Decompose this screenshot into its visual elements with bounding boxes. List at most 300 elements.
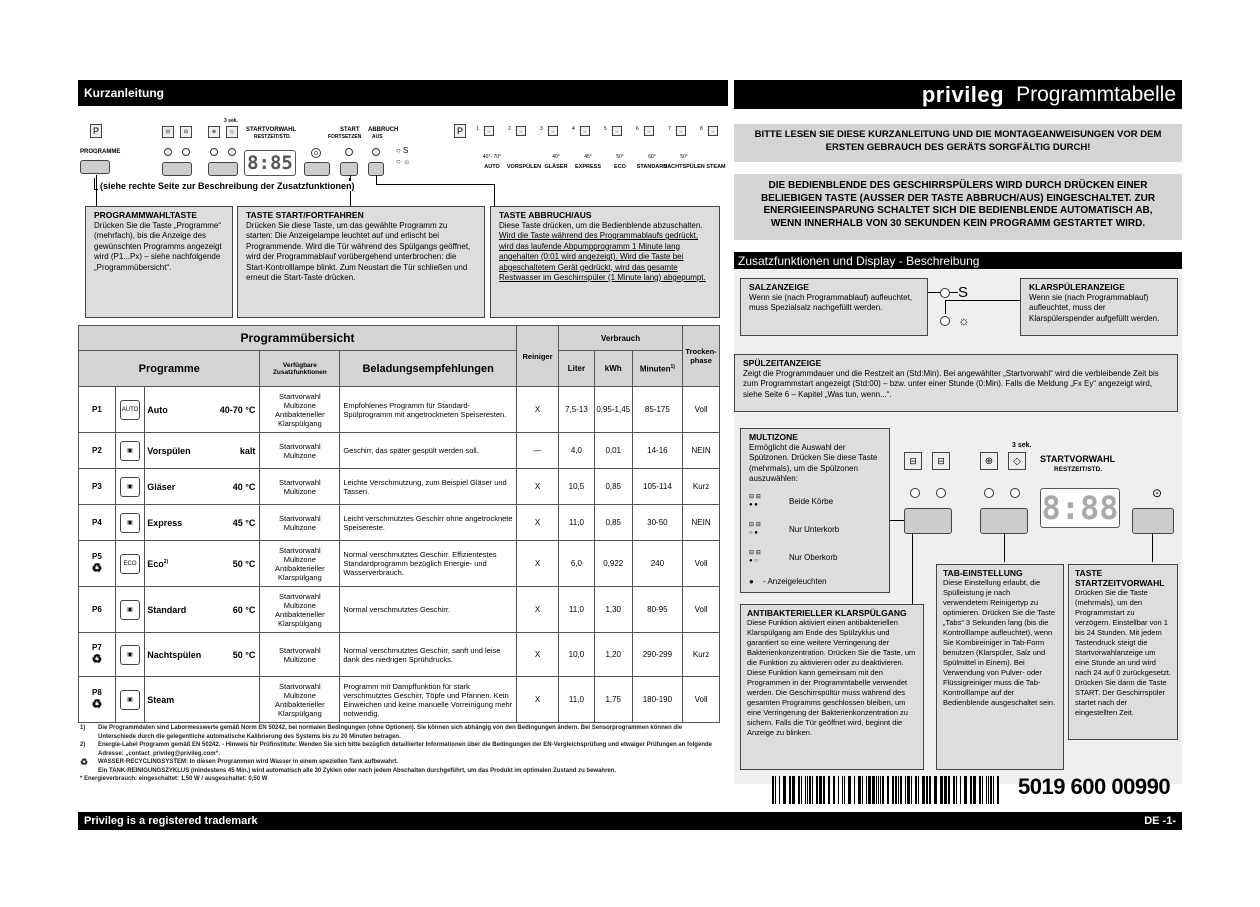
- program-number: P5 ♻: [79, 541, 116, 587]
- box-abbruch: [490, 206, 720, 318]
- header-right-title: Programmtabelle: [1016, 82, 1176, 106]
- antibac-icon: ◇: [226, 126, 238, 138]
- box-tab: [936, 564, 1064, 770]
- taste-text: Drücken Sie die Taste (mehrmals), um den Programmstart zu verzögern. Einstellbar von 1 bis 24 Stunden. Mit jedem Tastendruck steigt die Startvorwahlanzeige um eine Stunde an und wird nach 24 auf 0 zurückgesetzt. Drücken Sie dann die Taste START. Der Geschirrspüler startet nach der eingestellten Zeit.: [1075, 588, 1171, 717]
- strip-program-icon: ▫: [612, 126, 622, 136]
- header-bar-left: [78, 80, 728, 106]
- barcode-number: 5019 600 00990: [1018, 774, 1171, 799]
- program-liter: 6,0: [559, 541, 595, 587]
- led-antibac: [228, 148, 236, 156]
- program-trocken: NEIN: [683, 505, 720, 541]
- box-abbruch-title: TASTE ABBRUCH/AUS: [499, 210, 592, 220]
- rp-line-anti: [912, 534, 913, 604]
- p-indicator-strip: P: [454, 124, 466, 138]
- strip-number: 8: [700, 126, 703, 132]
- program-icon: ▣: [115, 633, 144, 677]
- notice-2-text: DIE BEDIENBLENDE DES GESCHIRRSPÜLERS WIRD DURCH DRÜCKEN EINER BELIEBIGEN TASTE (AUSSER DER TASTE ABBRUCH/AUS) EINGESCHALTET. ZUR ENERGIEEINSPARUNG SCHALTET SICH DIE BEDIENBLENDE AUTOMATISCH AB, WENN INNERHALB VON 30 SEKUNDEN KEIN PROGRAMM GESTARTET WIRD.: [760, 180, 1156, 229]
- strip-program-icon: ▫: [708, 126, 718, 136]
- program-zusatz: Startvorwahl Multizone Antibakterieller Klarspülgang: [260, 677, 340, 723]
- box-prog-title: PROGRAMMWAHLTASTE: [94, 210, 198, 220]
- salz-led: [940, 288, 950, 298]
- header-left-title: Kurzanleitung: [84, 86, 164, 100]
- program-beladung: Empfohlenes Programm für Standard-Spülprogramm mit angetrockneten Speiseresten.: [340, 387, 517, 433]
- barcode-bar: [892, 776, 894, 804]
- fn2: Energie-Label Programm gemäß EN 50242. - Hinweis für Prüfinstitute: Wenden Sie sich bitte bezüglich detaillierter Informationen über die Bedingungen der EN-Vergleichsprüfung und etwaiger Prüfungen an folgende Adresse: „contact_privileg@privileg.com“.: [98, 742, 712, 757]
- program-minuten: 105-114: [632, 469, 682, 505]
- notice-1-text: BITTE LESEN SIE DIESE KURZANLEITUNG UND DIE MONTAGEANWEISUNGEN VOR DEM ERSTEN GEBRAUCH DES GERÄTS SORGFÄLTIG DURCH!: [754, 129, 1162, 153]
- barcode-bar: [970, 776, 972, 804]
- barcode-bar: [807, 776, 808, 804]
- program-minuten: 240: [632, 541, 682, 587]
- program-icon: ECO: [115, 541, 144, 587]
- box-multizone: [740, 428, 890, 593]
- th-minuten: Minuten$^{1)}$: [632, 351, 682, 387]
- rp-startvorwahl: STARTVORWAHL: [1040, 454, 1116, 464]
- tab-button[interactable]: [208, 162, 238, 176]
- rp-led-3: [984, 488, 994, 498]
- spuel-text: Zeigt die Programmdauer und die Restzeit an (Std:Min). Bei angewählter „Startvorwahl“ wird die verbleibende Zeit bis zum Programmstart angezeigt (Std:00) – bzw. unter einer Stunde (0:Min). Falls die Meldung „Fx Ey“ angezeigt wird, siehe Seite 6 – Kapitel „Was tun, wenn...“.: [743, 368, 1159, 399]
- barcode-bar: [915, 776, 917, 804]
- program-reiniger: X: [516, 387, 558, 433]
- barcode-bar: [911, 776, 912, 804]
- barcode-bar: [900, 776, 902, 804]
- strip-number: 5: [604, 126, 607, 132]
- salz-text: Wenn sie (nach Programmablauf) aufleuchtet, muss Spezialsalz nachgefüllt werden.: [749, 292, 913, 312]
- barcode-bar: [872, 776, 875, 804]
- program-minuten: 290-299: [632, 633, 682, 677]
- program-kwh: 0,85: [594, 505, 632, 541]
- program-temp: 45 °C: [204, 505, 260, 541]
- program-reiniger: X: [516, 541, 558, 587]
- rp-antibac-icon: ◇: [1008, 452, 1026, 470]
- th-reiniger: Reiniger: [516, 326, 558, 387]
- th-kwh: kWh: [594, 351, 632, 387]
- rp-multizone-lower-icon: ⊟: [932, 452, 950, 470]
- program-minuten: 80-95: [632, 587, 682, 633]
- program-zusatz: Startvorwahl Multizone Antibakterieller Klarspülgang: [260, 541, 340, 587]
- mz-upper-icon: ⊟ ⊟ ● ○: [749, 549, 761, 564]
- program-zusatz: Startvorwahl Multizone: [260, 469, 340, 505]
- strip-label: NACHTSPÜLEN: [663, 164, 705, 170]
- section-title: Zusatzfunktionen und Display - Beschreibung: [738, 253, 980, 268]
- notice-2: [734, 174, 1182, 240]
- rp-multizone-button[interactable]: [904, 508, 952, 534]
- barcode-bar: [882, 776, 884, 804]
- box-abbruch-text1: Diese Taste drücken, um die Bedienblende abzuschalten.: [499, 220, 703, 230]
- recycle-icon: ♻: [91, 652, 103, 666]
- strip-number: 3: [540, 126, 543, 132]
- program-strip: [476, 124, 732, 174]
- fn2-num: 2): [80, 742, 86, 748]
- program-temp: [204, 677, 260, 723]
- taste-title: TASTE STARTZEITVORWAHL: [1075, 568, 1165, 588]
- program-zusatz: Startvorwahl Multizone: [260, 433, 340, 469]
- table-title: Programmübersicht: [79, 326, 517, 351]
- salz-title: SALZANZEIGE: [749, 282, 809, 292]
- mz-upper-label: Nur Oberkorb: [789, 552, 838, 562]
- program-zusatz: Startvorwahl Multizone Antibakterieller Klarspülgang: [260, 387, 340, 433]
- mz-both-icon: ⊟ ⊟ ● ●: [749, 493, 761, 508]
- barcode-bar: [805, 776, 806, 804]
- multizone-lower-icon: ⊟: [180, 126, 192, 138]
- strip-temp: 40°: [552, 154, 560, 160]
- barcode-bar: [895, 776, 897, 804]
- rp-led-4: [1010, 488, 1020, 498]
- table-row: [79, 469, 720, 505]
- fortsetzen-label: FORTSETZEN: [328, 134, 362, 140]
- barcode-bar: [783, 776, 786, 804]
- barcode-bar: [833, 776, 835, 804]
- multizone-button[interactable]: [162, 162, 192, 176]
- table-row: [79, 433, 720, 469]
- fn4: Ein TANK-REINIGUNGSZYKLUS (mindestens 45 Min.) wird automatisch alle 30 Zyklen oder nach jedem Abschalten durchgeführt, um das Produkt im optimalen Zustand zu bewahren.: [98, 767, 617, 774]
- barcode-bar: [918, 776, 919, 804]
- table-row: [79, 541, 720, 587]
- barcode-bar: [964, 776, 967, 804]
- program-trocken: Voll: [683, 587, 720, 633]
- mz-lower-icon: ⊟ ⊟ ○ ●: [749, 521, 761, 536]
- program-reiniger: X: [516, 587, 558, 633]
- rp-line-multizone: [890, 520, 904, 521]
- barcode-bar: [858, 776, 861, 804]
- barcode-bar: [973, 776, 976, 804]
- program-liter: 10,0: [559, 633, 595, 677]
- mz-led-legend: - Anzeigeleuchten: [763, 576, 827, 586]
- program-kwh: 0,01: [594, 433, 632, 469]
- barcode-bar: [953, 776, 955, 804]
- arrow-abbruch-h: [376, 184, 494, 185]
- recycle-icon: ♻: [91, 561, 103, 575]
- barcode-bar: [848, 776, 851, 804]
- spuel-title: SPÜLZEITANZEIGE: [743, 358, 822, 368]
- programme-button[interactable]: [80, 160, 110, 174]
- salz-s-icon: S: [958, 284, 969, 301]
- program-name: Eco$^{2)}$: [145, 541, 204, 587]
- barcode-bar: [823, 776, 825, 804]
- program-name: Vorspülen: [145, 433, 204, 469]
- program-kwh: 0,922: [594, 541, 632, 587]
- sec3-label: 3 sek.: [224, 118, 238, 124]
- strip-label: AUTO: [484, 164, 500, 170]
- anti-title: ANTIBAKTERIELLER KLARSPÜLGANG: [747, 608, 907, 618]
- strip-temp: 60°: [648, 154, 656, 160]
- strip-number: 4: [572, 126, 575, 132]
- led-tab: [210, 148, 218, 156]
- barcode-bar: [956, 776, 957, 804]
- barcode-bar: [944, 776, 947, 804]
- startvorwahl-button[interactable]: [304, 162, 330, 176]
- th-beladung: Beladungsempfehlungen: [340, 351, 517, 387]
- multi-text: Ermöglicht die Auswahl der Spülzonen. Drücken Sie diese Taste (mehrmals), um die Spülzonen auszuwählen:: [749, 442, 878, 483]
- program-kwh: 1,20: [594, 633, 632, 677]
- led-abbruch: [372, 148, 380, 156]
- mz-both-label: Beide Körbe: [789, 496, 834, 506]
- program-icon: AUTO: [115, 387, 144, 433]
- program-reiniger: X: [516, 505, 558, 541]
- barcode-bar: [801, 776, 802, 804]
- fn5: * Energieverbrauch: eingeschaltet: 1,50 W / ausgeschaltet: 0,50 W: [80, 776, 268, 782]
- program-liter: 4,0: [559, 433, 595, 469]
- program-name: Steam: [145, 677, 204, 723]
- barcode: [772, 776, 1002, 804]
- strip-temp: 50°: [680, 154, 688, 160]
- p-indicator: P: [90, 124, 102, 138]
- recycle-icon: ♻: [91, 697, 103, 711]
- klar-line: [945, 300, 946, 314]
- rp-tab-icon: ⊕: [980, 452, 998, 470]
- barcode-bar: [997, 776, 999, 804]
- program-beladung: Leicht verschmutztes Geschirr ohne angetrocknete Speisereste.: [340, 505, 517, 541]
- strip-label: EXPRESS: [575, 164, 601, 170]
- rp-delay-button[interactable]: [1132, 508, 1174, 534]
- barcode-bar: [828, 776, 830, 804]
- program-reiniger: X: [516, 633, 558, 677]
- program-temp: 50 °C: [204, 633, 260, 677]
- fn1: Die Programmdaten sind Labormesswerte gemäß Norm EN 50242, bei normalen Bedingungen (ohne Optionen). Sie können sich abhängig von den Bedingungen ändern. Bei Sensorprogrammen können die Unterschiede durch die gelegentliche automatische Kalibrierung des Systems bis zu 20 Minuten betragen.: [98, 725, 683, 740]
- program-icon: ▣: [115, 677, 144, 723]
- barcode-bar: [907, 776, 910, 804]
- table-row: [79, 587, 720, 633]
- rp-led-2: [936, 488, 946, 498]
- strip-temp: 50°: [616, 154, 624, 160]
- notice-1: [734, 124, 1182, 162]
- klar-led: [940, 316, 950, 326]
- start-button[interactable]: [340, 162, 358, 176]
- program-temp: 40-70 °C: [204, 387, 260, 433]
- barcode-bar: [772, 776, 774, 804]
- barcode-bar: [842, 776, 843, 804]
- fn3: WASSER-RECYCLINGSYSTEM: In diesen Programmen wird Wasser in einem speziellen Tank aufbewahrt.: [98, 759, 399, 765]
- program-beladung: Normal verschmutztes Geschirr. Effizientestes Standardprogramm bezüglich Energie- und Wasserverbrauch.: [340, 541, 517, 587]
- barcode-bar: [878, 776, 879, 804]
- barcode-bar: [898, 776, 899, 804]
- strip-program-icon: ▫: [484, 126, 494, 136]
- program-number: P7 ♻: [79, 633, 116, 677]
- program-beladung: Normal verschmutztes Geschirr.: [340, 587, 517, 633]
- aus-label: AUS: [372, 134, 383, 140]
- table-row: [79, 677, 720, 723]
- table-row: [79, 633, 720, 677]
- rp-line-tab: [1004, 534, 1005, 562]
- program-liter: 11,0: [559, 505, 595, 541]
- program-table: [78, 325, 720, 723]
- program-beladung: Programm mit Dampffunktion für stark verschmutztes Geschirr, Töpfe und Pfannen. Kein Einweichen und keine manuelle Vorreinigung mehr notwendig.: [340, 677, 517, 723]
- barcode-bar: [779, 776, 780, 804]
- barcode-bar: [866, 776, 867, 804]
- klar-sun-icon: ☼: [958, 313, 970, 328]
- rp-restzeit: RESTZEIT/STD.: [1054, 466, 1103, 473]
- klar-line-h: [945, 300, 1020, 301]
- th-liter: Liter: [559, 351, 595, 387]
- program-minuten: 85-175: [632, 387, 682, 433]
- barcode-bar: [809, 776, 811, 804]
- program-zusatz: Startvorwahl Multizone: [260, 633, 340, 677]
- box-programmwahltaste: [85, 206, 233, 318]
- recycle-icon: ♻: [80, 757, 89, 767]
- abbruch-button[interactable]: [368, 162, 384, 176]
- box-abbruch-text2: Wird die Taste während des Programmablaufs gedrückt, wird das laufende Abpumpprogramm 1 Minute lang angehalten (0:01 wird angezeigt). Wird die Taste bei abgeschaltetem Gerät gedrückt, wird das gesamte Restwasser im Geschirrspüler (1 Minute lang) abgepumpt.: [499, 231, 706, 282]
- strip-number: 7: [668, 126, 671, 132]
- program-minuten: 30-50: [632, 505, 682, 541]
- strip-program-icon: ▫: [548, 126, 558, 136]
- klar-title: KLARSPÜLERANZEIGE: [1029, 282, 1125, 292]
- program-trocken: Kurz: [683, 469, 720, 505]
- barcode-bar: [993, 776, 994, 804]
- program-temp: 50 °C: [204, 541, 260, 587]
- fn1-num: 1): [80, 725, 86, 731]
- strip-label: VORSPÜLEN: [506, 164, 542, 170]
- barcode-bar: [929, 776, 931, 804]
- program-temp: kalt: [204, 433, 260, 469]
- program-icon: ▣: [115, 433, 144, 469]
- box-spuel: [734, 354, 1178, 412]
- restzeit-label: RESTZEIT/STD.: [254, 134, 291, 140]
- program-zusatz: Startvorwahl Multizone Antibakterieller Klarspülgang: [260, 587, 340, 633]
- program-liter: 11,0: [559, 677, 595, 723]
- led-multizone-lower: [182, 148, 190, 156]
- barcode-bar: [854, 776, 855, 804]
- program-temp: 40 °C: [204, 469, 260, 505]
- tab-title: TAB-EINSTELLUNG: [943, 568, 1023, 578]
- barcode-bar: [789, 776, 791, 804]
- barcode-bar: [812, 776, 813, 804]
- barcode-bar: [862, 776, 863, 804]
- program-name: Nachtspülen: [145, 633, 204, 677]
- strip-number: 6: [636, 126, 639, 132]
- program-number: P1: [79, 387, 116, 433]
- rp-led-1: [910, 488, 920, 498]
- barcode-bar: [934, 776, 937, 804]
- barcode-bar: [880, 776, 881, 804]
- footer-trademark: Privileg is a registered trademark: [84, 815, 258, 827]
- programme-label: PROGRAMME: [80, 149, 121, 155]
- program-trocken: NEIN: [683, 433, 720, 469]
- arrow-start: [350, 175, 351, 207]
- barcode-bar: [887, 776, 889, 804]
- mz-lower-label: Nur Unterkorb: [789, 524, 840, 534]
- abbruch-label: ABBRUCH: [368, 127, 399, 133]
- led-multizone-upper: [164, 148, 172, 156]
- salt-indicator-icon: ○ S: [396, 146, 409, 155]
- rinse-indicator-icon: ○ ☼: [396, 157, 411, 166]
- led-start: [345, 148, 353, 156]
- program-icon: ▣: [115, 469, 144, 505]
- program-icon: ▣: [115, 587, 144, 633]
- program-trocken: Voll: [683, 541, 720, 587]
- barcode-bar: [988, 776, 989, 804]
- multi-title: MULTIZONE: [749, 432, 798, 442]
- program-number: P4: [79, 505, 116, 541]
- strip-label: STEAM: [706, 164, 726, 170]
- barcode-bar: [926, 776, 928, 804]
- program-reiniger: X: [516, 469, 558, 505]
- program-name: Gläser: [145, 469, 204, 505]
- program-number: P2: [79, 433, 116, 469]
- program-name: Express: [145, 505, 204, 541]
- program-beladung: Geschirr, das später gespült werden soll.: [340, 433, 517, 469]
- anti-text: Diese Funktion aktiviert einen antibakteriellen Klarspülgang am Ende des Spülzyklus und garantiert so eine weitere Verringerung der Bakterienkonzentration. Drücken Sie die Taste, um die Funktion zu aktivieren oder zu deaktivieren. Diese Funktion kann gemeinsam mit den Programmen in der Programmtabelle verwendet werden. Die Geschirrspültür muss während des gesamten Programms geschlossen bleiben, um eine Verringerung der Bakterienkonzentration zu sichern. Falls die Tür geöffnet wird, beginnt die Anzeige zu blinken.: [747, 618, 916, 737]
- barcode-bar: [819, 776, 822, 804]
- program-kwh: 1,75: [594, 677, 632, 723]
- program-liter: 11,0: [559, 587, 595, 633]
- strip-label: GLÄSER: [544, 164, 568, 170]
- barcode-bar: [982, 776, 983, 804]
- strip-program-icon: ▫: [644, 126, 654, 136]
- box-salz: [740, 278, 928, 336]
- program-minuten: 180-190: [632, 677, 682, 723]
- th-programme: Programme: [79, 351, 260, 387]
- barcode-bar: [775, 776, 776, 804]
- box-start: [237, 206, 485, 318]
- program-liter: 10,5: [559, 469, 595, 505]
- program-name: Auto: [145, 387, 204, 433]
- strip-label: STANDARD: [636, 164, 668, 170]
- program-kwh: 0,85: [594, 469, 632, 505]
- klar-text: Wenn sie (nach Programmablauf) aufleuchtet, muss der Klarspülerspender aufgefüllt werden.: [1029, 292, 1160, 323]
- mz-led-legend-icon: ●: [749, 576, 754, 586]
- barcode-bar: [960, 776, 961, 804]
- footer-bar: [78, 812, 1182, 830]
- barcode-bar: [792, 776, 795, 804]
- program-temp: 60 °C: [204, 587, 260, 633]
- program-trocken: Kurz: [683, 633, 720, 677]
- barcode-bar: [798, 776, 800, 804]
- table-row: [79, 387, 720, 433]
- tab-icon: ⊕: [208, 126, 220, 138]
- strip-temp: 40°- 70°: [482, 154, 502, 160]
- start-label: START: [340, 127, 360, 133]
- box-antibac: [740, 604, 924, 770]
- rp-tab-button[interactable]: [980, 508, 1028, 534]
- program-liter: 7,5-13: [559, 387, 595, 433]
- multizone-upper-icon: ⊟: [162, 126, 174, 138]
- box-taste: [1068, 564, 1178, 740]
- barcode-bar: [979, 776, 981, 804]
- strip-number: 1: [476, 126, 479, 132]
- table-row: [79, 505, 720, 541]
- rp-time-display: 8:88: [1041, 489, 1119, 527]
- strip-number: 2: [508, 126, 511, 132]
- time-display: 8:85: [244, 150, 296, 176]
- section-bar: [734, 252, 1182, 269]
- startvorwahl-label: STARTVORWAHL: [246, 127, 297, 133]
- footnotes: [80, 724, 720, 784]
- program-reiniger: —: [516, 433, 558, 469]
- box-start-title: TASTE START/FORTFAHREN: [246, 210, 364, 220]
- barcode-bar: [940, 776, 943, 804]
- strip-program-icon: ▫: [516, 126, 526, 136]
- strip-temp: 45°: [584, 154, 592, 160]
- rp-multizone-upper-icon: ⊟: [904, 452, 922, 470]
- barcode-bar: [948, 776, 950, 804]
- program-kwh: 1,30: [594, 587, 632, 633]
- barcode-bar: [990, 776, 992, 804]
- program-beladung: Normal verschmutztes Geschirr, sanft und leise dank des niedrigen Sprühdrucks.: [340, 633, 517, 677]
- barcode-bar: [986, 776, 987, 804]
- strip-program-icon: ▫: [676, 126, 686, 136]
- rp-sec3: 3 sek.: [1012, 442, 1032, 449]
- barcode-bar: [922, 776, 925, 804]
- program-zusatz: Startvorwahl Multizone: [260, 505, 340, 541]
- box-start-text: Drücken Sie diese Taste, um das gewählte Programm zu starten: Die Anzeigelampe leuchtet auf und erlischt bei Programmende. Wird die Tür während des Spülgangs geöffnet, wird der Programmablauf vorübergehend unterbrochen: die Start-Kontrolllampe blinkt. Zum Neustart die Tür schließen und erneut die Start-Taste drücken.: [246, 220, 471, 282]
- box-prog-text: Drücken Sie die Taste „Programme“ (mehrfach), bis die Anzeige des gewünschten Programms angezeigt wird (P1...Px) – siehe nachfolgende „Programmübersicht“.: [94, 220, 222, 272]
- th-trocken: Trocken-phase: [683, 326, 720, 387]
- barcode-bar: [838, 776, 839, 804]
- program-trocken: Voll: [683, 677, 720, 723]
- strip-label: ECO: [614, 164, 626, 170]
- program-name: Standard: [145, 587, 204, 633]
- th-zusatz: Verfügbare Zusatzfunktionen: [260, 351, 340, 387]
